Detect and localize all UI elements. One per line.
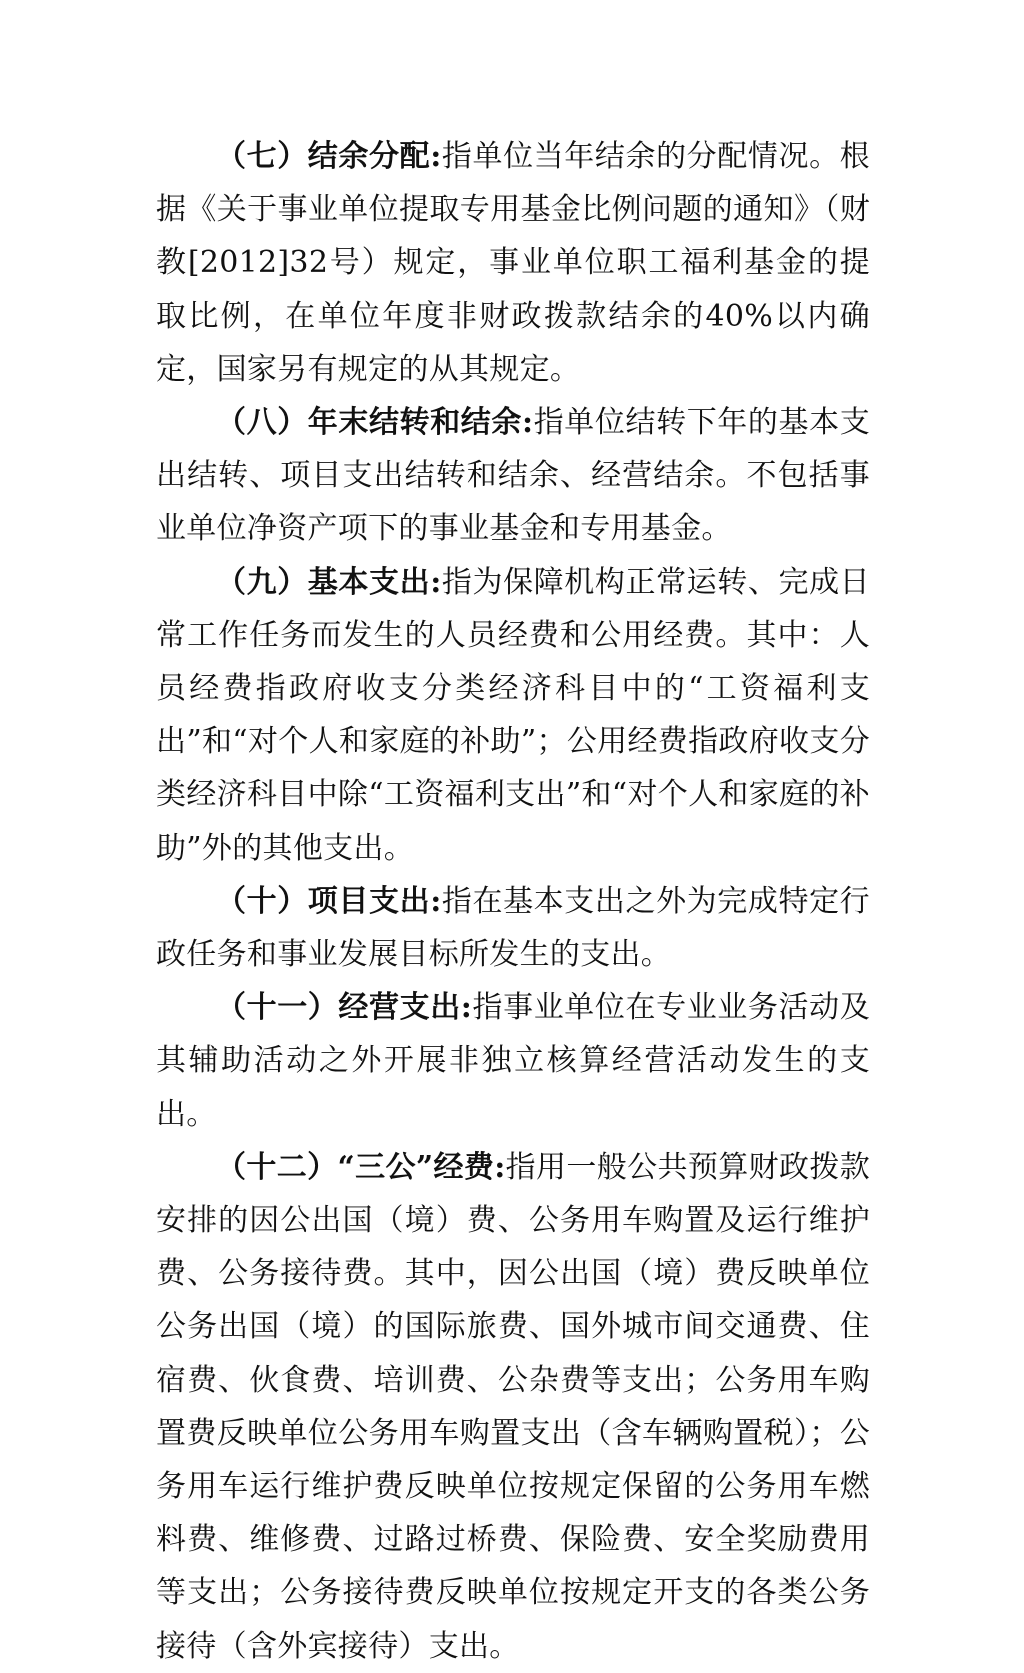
term-heading: （十一）经营支出: — [216, 990, 473, 1026]
term-heading: （十二）“三公”经费: — [216, 1149, 506, 1185]
paragraph-operating-expenditure — [156, 981, 870, 1141]
paragraph-year-end-carryover — [156, 396, 870, 556]
term-heading: （八）年末结转和结余: — [216, 405, 534, 441]
paragraph-text: 指用一般公共预算财政拨款安排的因公出国（境）费、公务用车购置及运行维护费、公务接待费。其中，因公出国（境）费反映单位公务出国（境）的国际旅费、国外城市间交通费、住宿费、伙食费、培训费、公杂费等支出；公务用车购置费反映单位公务用车购置支出（含车辆购置税）；公务用车运行维护费反映单位按规定保留的公务用车燃料费、维修费、过路过桥费、保险费、安全奖励费用等支出；公务接待费反映单位按规定开支的各类公务接待（含外宾接待）支出。 — [156, 1149, 870, 1664]
term-heading: （十）项目支出: — [216, 883, 442, 919]
paragraph-text: 指单位结转下年的基本支出结转、项目支出结转和结余、经营结余。不包括事业单位净资产项下的事业基金和专用基金。 — [156, 405, 870, 547]
paragraph-surplus-distribution — [156, 130, 870, 396]
term-heading: （九）基本支出: — [216, 564, 442, 600]
paragraph-three-public-expenses — [156, 1141, 870, 1673]
paragraph-basic-expenditure — [156, 556, 870, 875]
document-page — [156, 130, 870, 1673]
term-heading: （七）结余分配: — [216, 139, 442, 174]
paragraph-project-expenditure — [156, 875, 870, 981]
paragraph-text: 指在基本支出之外为完成特定行政任务和事业发展目标所发生的支出。 — [156, 883, 870, 973]
paragraph-text: 指为保障机构正常运转、完成日常工作任务而发生的人员经费和公用经费。其中：人员经费指政府收支分类经济科目中的“工资福利支出”和“对个人和家庭的补助”；公用经费指政府收支分类经济科目中除“工资福利支出”和“对个人和家庭的补助”外的其他支出。 — [156, 564, 870, 866]
paragraph-text: 指事业单位在专业业务活动及其辅助活动之外开展非独立核算经营活动发生的支出。 — [156, 990, 870, 1132]
paragraph-text: 指单位当年结余的分配情况。根据《关于事业单位提取专用基金比例问题的通知》（财教[2012]32号）规定，事业单位职工福利基金的提取比例，在单位年度非财政拨款结余的40%以内确定，国家另有规定的从其规定。 — [156, 139, 870, 387]
